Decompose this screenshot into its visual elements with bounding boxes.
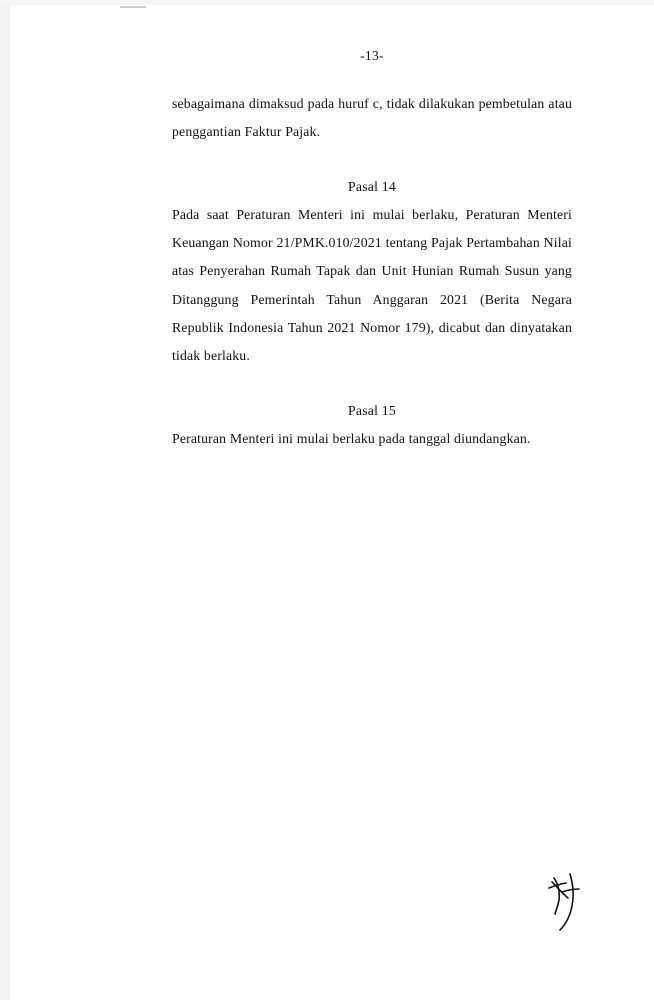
scan-artifact-mark bbox=[120, 6, 146, 8]
paragraph-spacer-2 bbox=[172, 371, 572, 397]
paragraph-continuation: sebagaimana dimaksud pada huruf c, tidak dilakukan pembetulan atau penggantian Faktur Pajak. bbox=[172, 96, 572, 140]
paragraph-pasal-15-body: Peraturan Menteri ini mulai berlaku pada tanggal diundangkan. bbox=[172, 430, 531, 446]
scan-edge-top bbox=[0, 0, 654, 5]
handwritten-signature bbox=[540, 862, 620, 942]
paragraph-pasal-14-body: Pada saat Peraturan Menteri ini mulai berlaku, Peraturan Menteri Keuangan Nomor 21/PMK.010/2021 tentang Pajak Pertambahan Nilai atas Penyerahan Rumah Tapak dan Unit Hunian Rumah Susun yang Ditanggung Pemerintah Tahun Anggaran 2021 (Berita Negara Republik Indonesia Tahun 2021 Nomor 179), dicabut dan dinyatakan tidak berlaku. bbox=[172, 206, 572, 364]
scan-edge-left bbox=[0, 0, 10, 1000]
page-content bbox=[172, 48, 572, 453]
paragraph-spacer bbox=[172, 147, 572, 173]
article-heading-pasal-14: Pasal 14 bbox=[348, 178, 396, 194]
article-heading-pasal-15: Pasal 15 bbox=[348, 402, 396, 418]
page-number: -13- bbox=[360, 48, 384, 63]
